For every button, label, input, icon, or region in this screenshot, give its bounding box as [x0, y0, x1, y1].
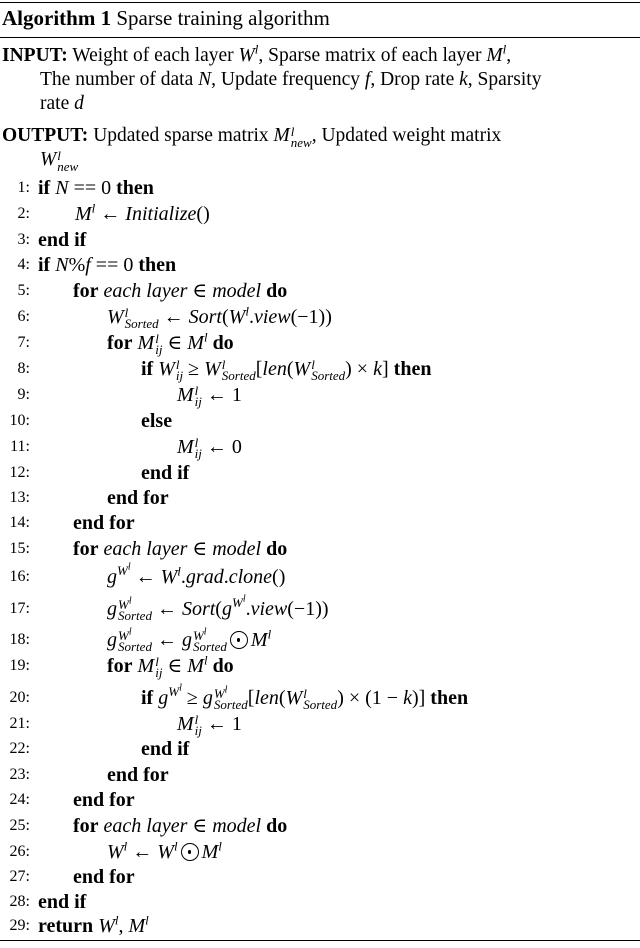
- line-number: 22:: [9, 740, 30, 757]
- line-number: 10:: [9, 412, 30, 429]
- output-line-2: W l new: [40, 147, 79, 174]
- input-label: INPUT:: [2, 45, 68, 66]
- input-block: [2, 41, 542, 116]
- line-number: 27:: [9, 868, 30, 885]
- algorithm-caption: [2, 6, 330, 31]
- odot-icon: [230, 631, 248, 649]
- line-number: 28:: [9, 893, 30, 910]
- line-number: 12:: [9, 464, 30, 481]
- algorithm-title: Sparse training algorithm: [116, 6, 330, 30]
- output-block: [2, 124, 501, 172]
- line-number: 24:: [9, 791, 30, 808]
- line-number: 7:: [17, 334, 30, 351]
- line-number: 13:: [9, 489, 30, 506]
- algorithm-label: Algorithm 1: [2, 6, 112, 30]
- line-number: 6:: [17, 308, 30, 325]
- output-label: OUTPUT:: [2, 125, 89, 146]
- line-number: 8:: [17, 360, 30, 377]
- line-number: 5:: [17, 282, 30, 299]
- line-number: 9:: [17, 386, 30, 403]
- line-number: 23:: [9, 766, 30, 783]
- input-line-1: INPUT: Weight of each layer $W^l$, Sparse matrix of each layer $M^l$,: [2, 41, 512, 66]
- output-line-1: OUTPUT: Updated sparse matrix M l new , Updated weight matrix: [2, 123, 502, 150]
- line-number: 11:: [10, 438, 30, 455]
- odot-icon: [181, 843, 199, 861]
- line-number: 18:: [9, 631, 30, 648]
- line-number: 14:: [9, 514, 30, 531]
- line-number: 21:: [9, 715, 30, 732]
- line-number: 3:: [17, 231, 30, 248]
- line-number: 16:: [9, 568, 30, 585]
- bottom-rule: [0, 940, 640, 941]
- line-number: 15:: [9, 540, 30, 557]
- caption-rule: [0, 37, 640, 38]
- line-number: 2:: [17, 205, 30, 222]
- line-number: 25:: [9, 817, 30, 834]
- line-number: 1:: [17, 179, 30, 196]
- line-number: 20:: [9, 689, 30, 706]
- line-number: 17:: [9, 600, 30, 617]
- line-number: 19:: [9, 657, 30, 674]
- line-number: 4:: [17, 256, 30, 273]
- top-rule: [0, 2, 640, 3]
- line-number: 26:: [9, 843, 30, 860]
- line-number: 29:: [9, 917, 30, 934]
- input-line-3: rate d: [40, 93, 84, 114]
- input-line-2: The number of data N, Update frequency f, Drop rate k, Sparsity: [40, 69, 542, 90]
